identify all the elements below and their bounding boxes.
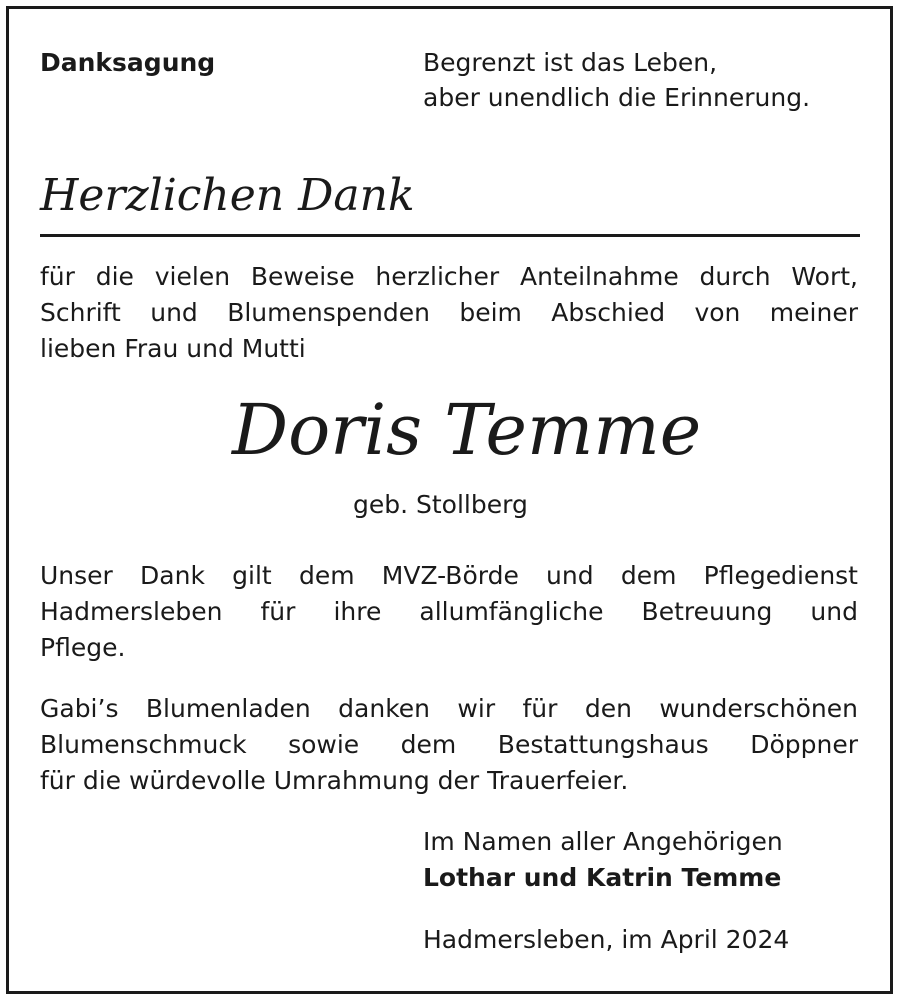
notice-title: Danksagung [40, 48, 216, 77]
paragraph2-line-3: für die würdevolle Umrahmung der Trauerfeier. [40, 766, 629, 795]
motto-line-1: Begrenzt ist das Leben, [423, 48, 718, 77]
thanks-line-3: lieben Frau und Mutti [40, 334, 306, 363]
place-date: Hadmersleben, im April 2024 [423, 925, 790, 954]
motto-line-2: aber unendlich die Erinnerung. [423, 83, 811, 112]
paragraph2-line-1: Gabi’s Blumenladen danken wir für den wunderschönen [40, 694, 858, 723]
paragraph1-line-3: Pflege. [40, 633, 126, 662]
signature-intro: Im Namen aller Angehörigen [423, 827, 783, 856]
paragraph1-line-2: Hadmersleben für ihre allumfängliche Betreuung und [40, 597, 858, 626]
deceased-birth-name: geb. Stollberg [353, 490, 528, 519]
thanks-line-2: Schrift und Blumenspenden beim Abschied von meiner [40, 298, 858, 327]
heading-herzlichen-dank: Herzlichen Dank [40, 170, 415, 221]
heading-divider [40, 234, 860, 237]
paragraph2-line-2: Blumenschmuck sowie dem Bestattungshaus Döppner [40, 730, 858, 759]
signature-names: Lothar und Katrin Temme [423, 863, 782, 892]
deceased-name: Doris Temme [232, 389, 702, 471]
paragraph1-line-1: Unser Dank gilt dem MVZ-Börde und dem Pflegedienst [40, 561, 858, 590]
thanks-line-1: für die vielen Beweise herzlicher Anteilnahme durch Wort, [40, 262, 858, 291]
